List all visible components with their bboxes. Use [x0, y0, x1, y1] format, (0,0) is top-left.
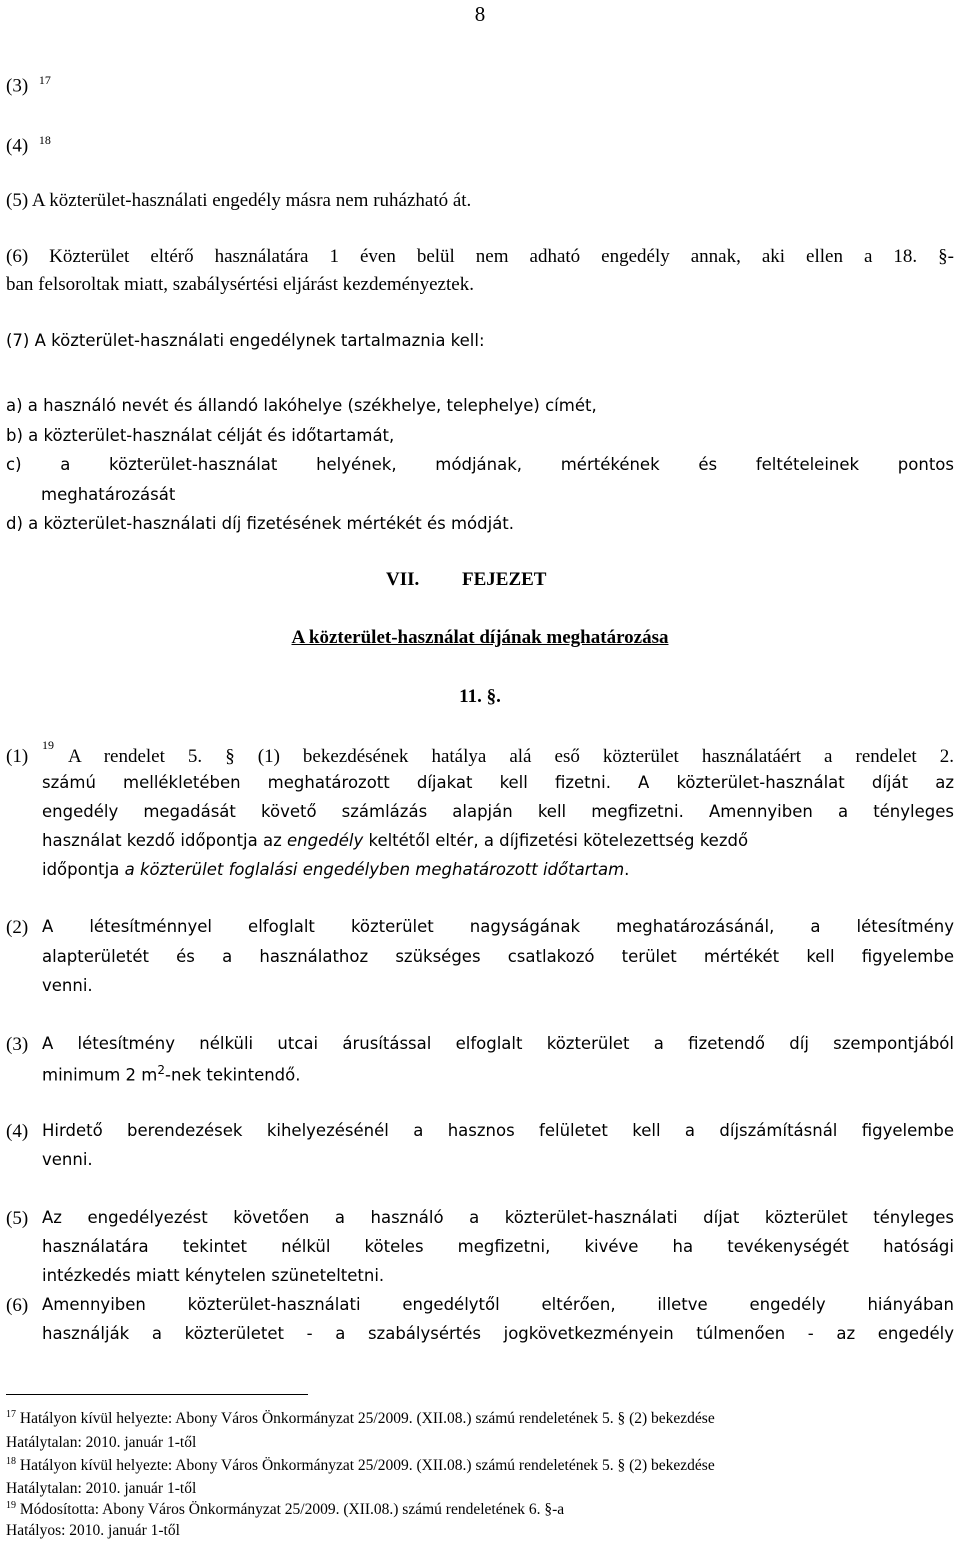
- chapter-title: A közterület-használat díjának meghatározása: [291, 627, 669, 648]
- subsection-1-line-5: időpontja a közterület foglalási engedélyben meghatározott időtartam.: [42, 860, 630, 879]
- subsection-1-line-1: A rendelet 5. § (1) bekezdésének hatálya alá eső közterület használatáért a rendelet 2.: [68, 746, 954, 767]
- footnote-ref: 18: [38, 133, 51, 147]
- list-item-c: c) a közterület-használat helyének, módjának, mértékének és feltételeinek pontos: [6, 455, 954, 474]
- paragraph-number: (4): [6, 135, 29, 157]
- subsection-1-line-3: engedély megadását követő számlázás alapján kell megfizetni. Amennyiben a tényleges: [42, 802, 954, 821]
- footnote-ref: 19: [42, 738, 54, 752]
- footnote-17-line-2: Hatálytalan: 2010. január 1-től: [6, 1434, 197, 1451]
- subsection-1-line-2: számú mellékletében meghatározott díjakat kell fizetni. A közterület-használat díját az: [42, 773, 954, 792]
- chapter-number: VII.: [386, 569, 420, 590]
- subsection-5-line-1: Az engedélyezést követően a használó a közterület-használati díjat közterület tényleges: [42, 1208, 954, 1227]
- subsection-4-number: (4): [6, 1121, 29, 1142]
- list-item-c-cont: meghatározását: [41, 485, 176, 504]
- subsection-2-line-2: alapterületét és a használathoz szükséges csatlakozó terület mértékét kell figyelembe: [42, 947, 954, 966]
- chapter-word: FEJEZET: [462, 569, 547, 590]
- subsection-3-number: (3): [6, 1034, 29, 1055]
- footnote-18-line-2: Hatálytalan: 2010. január 1-től: [6, 1480, 197, 1497]
- footnote-18: $^{18}$ Hatályon kívül helyezte: Abony Város Önkormányzat 25/2009. (XII.08.) számú rendeletének 5. § (2) bekezdése: [6, 1456, 715, 1475]
- section-title: 11. §.: [459, 686, 501, 707]
- paragraph-number: (3): [6, 75, 29, 97]
- footnote-19: $^{19}$ Módosította: Abony Város Önkormányzat 25/2009. (XII.08.) számú rendeletének 6. §-a: [6, 1500, 565, 1519]
- subsection-4-line-2: venni.: [42, 1150, 93, 1169]
- subsection-2-line-1: A létesítménnyel elfoglalt közterület nagyságának meghatározásánál, a létesítmény: [42, 917, 954, 936]
- subsection-5-line-2: használatára tekintet nélkül köteles megfizetni, kivéve ha tevékenységét hatósági: [42, 1237, 954, 1256]
- subsection-1-number: (1): [6, 746, 29, 767]
- footnote-separator: [6, 1394, 308, 1395]
- paragraph-6-line-1: (6) Közterület eltérő használatára 1 éven belül nem adható engedély annak, aki ellen a 18. §-: [6, 246, 954, 267]
- subsection-2-line-3: venni.: [42, 976, 93, 995]
- subsection-5-number: (5): [6, 1208, 29, 1229]
- subsection-6-line-1: Amennyiben közterület-használati engedélytől eltérően, illetve engedély hiányában: [42, 1295, 954, 1314]
- paragraph-6-line-2: ban felsoroltak miatt, szabálysértési eljárást kezdeményeztek.: [6, 274, 474, 295]
- list-item-b: b) a közterület-használat célját és időtartamát,: [6, 426, 395, 445]
- paragraph-5: (5) A közterület-használati engedély másra nem ruházható át.: [6, 190, 472, 211]
- footnote-19-line-2: Hatályos: 2010. január 1-től: [6, 1522, 180, 1539]
- footnote-17: $^{17}$ Hatályon kívül helyezte: Abony Város Önkormányzat 25/2009. (XII.08.) számú rendeletének 5. § (2) bekezdése: [6, 1409, 715, 1428]
- subsection-2-number: (2): [6, 917, 29, 938]
- page-number: 8: [474, 2, 486, 26]
- paragraph-7-intro: (7) A közterület-használati engedélynek tartalmaznia kell:: [6, 331, 485, 350]
- paragraph-3: [6, 73, 51, 97]
- subsection-6-number: (6): [6, 1295, 29, 1316]
- subsection-3-line-1: A létesítmény nélküli utcai árusítással elfoglalt közterület a fizetendő díj szempontjából: [42, 1034, 954, 1053]
- subsection-5-line-3: intézkedés miatt kénytelen szüneteltetni.: [42, 1266, 385, 1285]
- subsection-6-line-2: használják a közterületet - a szabálysértés jogkövetkezményein túlmenően - az engedély: [42, 1324, 954, 1343]
- footnote-ref: 17: [38, 73, 51, 87]
- subsection-3-line-2: minimum 2 $m^2$-nek tekintendő.: [42, 1063, 301, 1085]
- paragraph-4: [6, 133, 51, 157]
- subsection-4-line-1: Hirdető berendezések kihelyezésénél a hasznos felületet kell a díjszámításnál figyelembe: [42, 1121, 954, 1140]
- subsection-1-line-4: használat kezdő időpontja az engedély keltétől eltér, a díjfizetési kötelezettség kezdő: [42, 831, 749, 850]
- list-item-a: a) a használó nevét és állandó lakóhelye (székhelye, telephelye) címét,: [6, 396, 597, 415]
- list-item-d: d) a közterület-használati díj fizetésének mértékét és módját.: [6, 514, 515, 533]
